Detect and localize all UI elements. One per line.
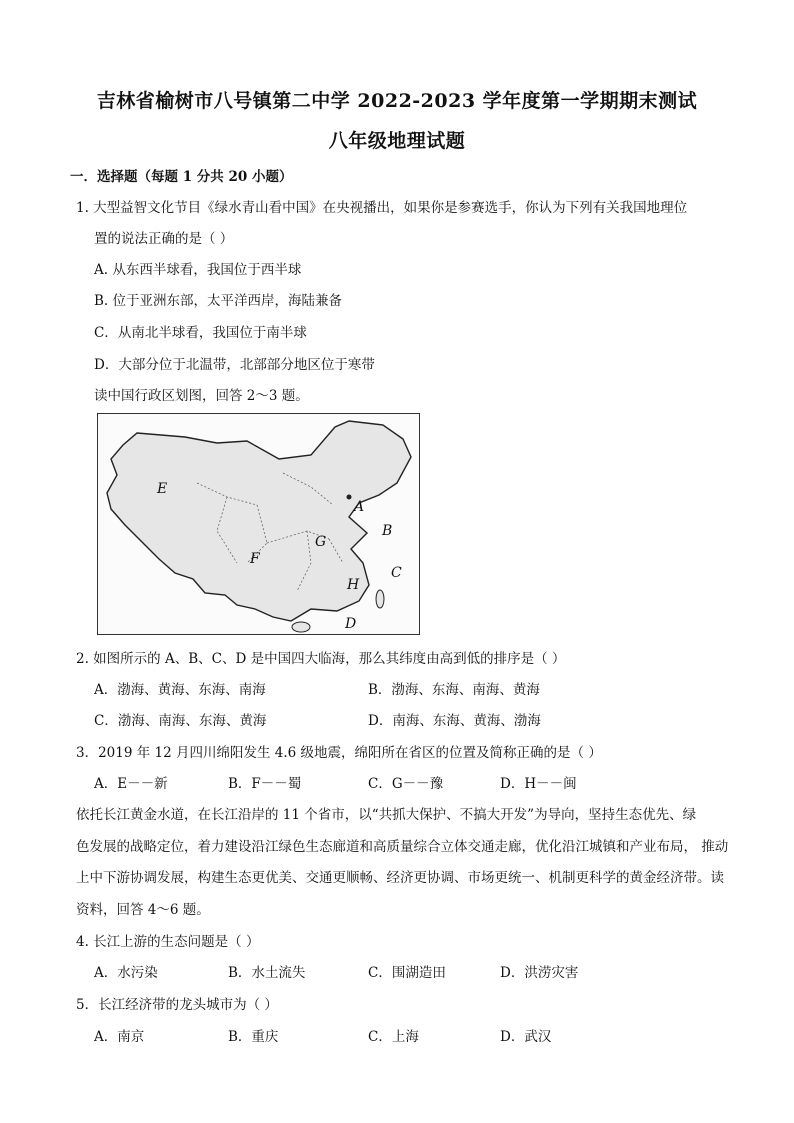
map-label-f: F (250, 551, 260, 567)
q1-option-b: B. 位于亚洲东部，太平洋西岸，海陆兼备 (94, 293, 343, 309)
exam-title: 吉林省榆树市八号镇第二中学 2022-2023 学年度第一学期期末测试 (96, 90, 698, 112)
map-label-d: D (345, 616, 357, 632)
q2-option-d: D．南海、东海、黄海、渤海 (368, 713, 541, 729)
passage-line-2: 色发展的战略定位，着力建设沿江绿色生态廊道和高质量综合立体交通走廊，优化沿江城镇和产业布局， 推动 (76, 839, 729, 855)
q3-option-c: C．G－－豫 (368, 776, 444, 792)
map-label-c: C (391, 565, 402, 581)
hainan-island (292, 622, 310, 632)
q1-stem: 1. 大型益智文化节目《绿水青山看中国》在央视播出，如果你是参赛选手，你认为下列有关我国地理位 (76, 200, 688, 216)
map-label-h: H (347, 577, 360, 593)
map-intro: 读中国行政区划图，回答 2～3 题。 (94, 388, 309, 404)
q5-option-b: B．重庆 (228, 1029, 279, 1045)
passage-line-1: 依托长江黄金水道，在长江沿岸的 11 个省市，以“共抓大保护、不搞大开发”为导向，坚持生态优先、绿 (76, 807, 697, 823)
map-label-a: A (354, 499, 365, 515)
taiwan-island (376, 590, 384, 608)
map-label-b: B (382, 523, 393, 539)
q5-stem: 5．长江经济带的龙头城市为（ ） (76, 997, 278, 1013)
q3-stem: 3．2019 年 12 月四川绵阳发生 4.6 级地震，绵阳所在省区的位置及简称正确的是（ ） (76, 745, 602, 761)
q3-option-a: A．E－－新 (94, 776, 168, 792)
q5-option-d: D．武汉 (500, 1029, 552, 1045)
q3-option-d: D．H－－闽 (500, 776, 577, 792)
capital-marker (347, 495, 352, 500)
q4-stem: 4. 长江上游的生态问题是（ ） (76, 934, 260, 950)
q2-option-b: B．渤海、东海、南海、黄海 (368, 682, 540, 698)
q4-option-a: A．水污染 (94, 965, 158, 981)
q4-option-d: D．洪涝灾害 (500, 965, 579, 981)
q1-stem-cont: 置的说法正确的是（ ） (94, 231, 234, 247)
q5-option-c: C．上海 (368, 1029, 419, 1045)
q1-option-d: D．大部分位于北温带，北部部分地区位于寒带 (94, 357, 375, 373)
q2-stem: 2. 如图所示的 A、B、C、D 是中国四大临海，那么其纬度由高到低的排序是（ ） (76, 651, 566, 667)
q3-option-b: B．F－－蜀 (228, 776, 302, 792)
q4-option-c: C．围湖造田 (368, 965, 446, 981)
q1-option-a: A. 从东西半球看，我国位于西半球 (94, 262, 302, 278)
exam-subtitle: 八年级地理试题 (328, 130, 466, 152)
q2-option-a: A．渤海、黄海、东海、南海 (94, 682, 266, 698)
q1-option-c: C．从南北半球看，我国位于南半球 (94, 325, 307, 341)
map-label-g: G (315, 534, 327, 550)
china-map-figure (97, 413, 420, 635)
passage-line-3: 上中下游协调发展，构建生态更优美、交通更顺畅、经济更协调、市场更统一、机制更科学的黄金经济带。读 (76, 870, 724, 886)
q5-option-a: A．南京 (94, 1029, 145, 1045)
map-label-e: E (157, 481, 168, 497)
section-heading: 一．选择题（每题 1 分共 20 小题） (70, 169, 293, 185)
passage-line-4: 资料，回答 4～6 题。 (76, 902, 210, 918)
q4-option-b: B．水土流失 (228, 965, 306, 981)
q2-option-c: C．渤海、南海、东海、黄海 (94, 713, 267, 729)
